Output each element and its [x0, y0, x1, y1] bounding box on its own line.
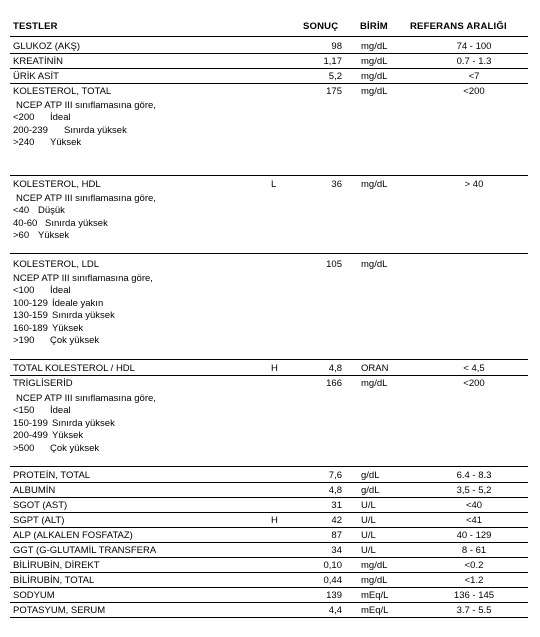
result-unit: mg/dL — [361, 179, 388, 190]
row-divider — [10, 375, 528, 376]
test-name: PROTEİN, TOTAL — [13, 470, 91, 481]
note-intro: NCEP ATP III sınıflamasına göre, — [13, 273, 153, 284]
classification-note-triglyceride — [13, 393, 156, 455]
result-flag: L — [271, 179, 277, 190]
result-unit: mg/dL — [361, 56, 388, 67]
note-range: >60 — [13, 230, 30, 242]
table-row-alp — [0, 529, 540, 542]
note-label: İdeal — [50, 405, 71, 417]
table-row-total-hdl-ratio — [0, 362, 540, 375]
result-unit: g/dL — [361, 470, 380, 481]
result-value: 4,8 — [328, 485, 342, 496]
result-value: 5,2 — [328, 71, 342, 82]
note-label: İdeal — [50, 112, 71, 124]
result-unit: U/L — [361, 515, 376, 526]
result-value: 175 — [326, 86, 342, 97]
reference-range: > 40 — [464, 179, 484, 190]
table-row-cholesterol-hdl — [0, 178, 540, 191]
note-range: 160-189 — [13, 322, 48, 334]
table-row-potassium — [0, 604, 540, 617]
test-name: KOLESTEROL, HDL — [13, 179, 101, 190]
note-range: 40-60 — [13, 217, 38, 229]
classification-note-hdl — [13, 193, 156, 243]
result-value: 4,8 — [328, 363, 342, 374]
result-unit: mg/dL — [361, 575, 388, 586]
table-row-glucose — [0, 40, 540, 53]
reference-range: <40 — [465, 500, 483, 511]
column-header-tests: TESTLER — [13, 21, 58, 32]
result-unit: U/L — [361, 500, 376, 511]
row-divider — [10, 497, 528, 498]
row-divider — [10, 557, 528, 558]
result-value: 87 — [331, 530, 342, 541]
note-range: <100 — [13, 285, 35, 297]
note-range: 150-199 — [13, 417, 48, 429]
note-range: <200 — [13, 112, 35, 124]
result-unit: mg/dL — [361, 71, 388, 82]
table-row-sodium — [0, 589, 540, 602]
test-name: TRİGLİSERİD — [13, 378, 73, 389]
reference-range: 74 - 100 — [456, 41, 492, 52]
result-unit: mg/dL — [361, 41, 388, 52]
note-range: 100-129 — [13, 297, 48, 309]
result-unit: mg/dL — [361, 86, 388, 97]
test-name: SGPT (ALT) — [13, 515, 65, 526]
reference-range: 136 - 145 — [453, 590, 495, 601]
classification-note-ldl — [13, 273, 153, 347]
test-name: KOLESTEROL, TOTAL — [13, 86, 112, 97]
result-flag: H — [271, 363, 278, 374]
test-name: SODYUM — [13, 590, 55, 601]
result-value: 4,4 — [328, 605, 342, 616]
result-unit: mg/dL — [361, 560, 388, 571]
result-unit: mEq/L — [361, 590, 389, 601]
table-row-albumin — [0, 484, 540, 497]
note-label: Düşük — [38, 205, 65, 217]
table-row-uric-acid — [0, 70, 540, 83]
result-unit: U/L — [361, 545, 376, 556]
result-value: 36 — [331, 179, 342, 190]
table-row-sgpt — [0, 514, 540, 527]
note-label: Sınırda yüksek — [52, 417, 115, 429]
row-divider — [10, 253, 528, 254]
column-header-reference: REFERANS ARALIĞI — [410, 21, 507, 32]
test-name: GLUKOZ (AKŞ) — [13, 41, 81, 52]
reference-range: 0.7 - 1.3 — [456, 56, 492, 67]
test-name: POTASYUM, SERUM — [13, 605, 106, 616]
note-range: >240 — [13, 137, 35, 149]
note-label: Yüksek — [50, 137, 82, 149]
result-value: 31 — [331, 500, 342, 511]
table-row-ggt — [0, 544, 540, 557]
test-name: KREATİNİN — [13, 56, 63, 67]
row-divider — [10, 587, 528, 588]
row-divider — [10, 482, 528, 483]
row-divider — [10, 572, 528, 573]
note-label: İdeal — [50, 285, 71, 297]
result-unit: mEq/L — [361, 605, 389, 616]
row-divider — [10, 602, 528, 603]
note-label: Sınırda yüksek — [45, 217, 108, 229]
note-label: Çok yüksek — [50, 334, 100, 346]
row-divider — [10, 527, 528, 528]
row-divider — [10, 617, 528, 618]
result-flag: H — [271, 515, 278, 526]
row-divider — [10, 359, 528, 360]
table-row-sgot — [0, 499, 540, 512]
test-name: KOLESTEROL, LDL — [13, 259, 100, 270]
row-divider — [10, 512, 528, 513]
row-divider — [10, 83, 528, 84]
reference-range: 3,5 - 5,2 — [456, 485, 492, 496]
row-divider — [10, 68, 528, 69]
result-value: 0,10 — [323, 560, 342, 571]
note-range: 200-499 — [13, 430, 48, 442]
result-unit: g/dL — [361, 485, 380, 496]
result-value: 1,17 — [323, 56, 342, 67]
test-name: ALBUMİN — [13, 485, 56, 496]
table-row-creatinine — [0, 55, 540, 68]
test-name: BİLİRUBİN, TOTAL — [13, 575, 95, 586]
table-row-cholesterol-total — [0, 85, 540, 98]
reference-range: < 4,5 — [463, 363, 485, 374]
note-label: Sınırda yüksek — [64, 124, 127, 136]
note-intro: NCEP ATP III sınıflamasına göre, — [16, 393, 156, 404]
result-unit: U/L — [361, 530, 376, 541]
reference-range: <0.2 — [464, 560, 484, 571]
test-name: SGOT (AST) — [13, 500, 68, 511]
note-range: >500 — [13, 442, 35, 454]
table-row-triglyceride — [0, 377, 540, 390]
note-label: İdeale yakın — [52, 297, 104, 309]
note-label: Yüksek — [52, 430, 84, 442]
header-divider — [10, 36, 528, 37]
reference-range: 3.7 - 5.5 — [456, 605, 492, 616]
table-row-bilirubin-total — [0, 574, 540, 587]
row-divider — [10, 542, 528, 543]
note-label: Yüksek — [52, 322, 84, 334]
note-label: Yüksek — [38, 230, 70, 242]
reference-range: 8 - 61 — [461, 545, 487, 556]
test-name: TOTAL KOLESTEROL / HDL — [13, 363, 135, 374]
result-value: 105 — [326, 259, 342, 270]
result-value: 34 — [331, 545, 342, 556]
note-intro: NCEP ATP III sınıflamasına göre, — [16, 100, 156, 111]
reference-range: <200 — [463, 86, 485, 97]
column-header-result: SONUÇ — [303, 21, 339, 32]
classification-note-total — [13, 100, 156, 150]
reference-range: 40 - 129 — [456, 530, 492, 541]
note-range: <40 — [13, 205, 30, 217]
note-range: 200-239 — [13, 124, 48, 136]
note-label: Çok yüksek — [50, 442, 100, 454]
reference-range: <1.2 — [464, 575, 484, 586]
row-divider — [10, 466, 528, 467]
reference-range: <200 — [463, 378, 485, 389]
note-range: >190 — [13, 334, 35, 346]
test-name: BİLİRUBİN, DİREKT — [13, 560, 100, 571]
result-value: 98 — [331, 41, 342, 52]
table-row-bilirubin-direct — [0, 559, 540, 572]
note-range: 130-159 — [13, 310, 48, 322]
reference-range: 6.4 - 8.3 — [456, 470, 492, 481]
column-header-unit: BİRİM — [360, 21, 388, 32]
result-value: 0,44 — [323, 575, 342, 586]
note-label: Sınırda yüksek — [52, 310, 115, 322]
test-name: GGT (G-GLUTAMİL TRANSFERA — [13, 545, 157, 556]
test-name: ALP (ALKALEN FOSFATAZ) — [13, 530, 133, 541]
test-name: ÜRİK ASİT — [13, 71, 59, 82]
result-value: 139 — [326, 590, 342, 601]
note-range: <150 — [13, 405, 35, 417]
row-divider — [10, 53, 528, 54]
reference-range: <7 — [468, 71, 480, 82]
result-value: 42 — [331, 515, 342, 526]
result-value: 166 — [326, 378, 342, 389]
note-intro: NCEP ATP III sınıflamasına göre, — [16, 193, 156, 204]
row-divider — [10, 175, 528, 176]
result-unit: mg/dL — [361, 378, 388, 389]
reference-range: <41 — [465, 515, 483, 526]
result-unit: mg/dL — [361, 259, 388, 270]
result-unit: ORAN — [361, 363, 389, 374]
result-value: 7,6 — [328, 470, 342, 481]
table-row-cholesterol-ldl — [0, 258, 540, 271]
table-row-protein-total — [0, 469, 540, 482]
